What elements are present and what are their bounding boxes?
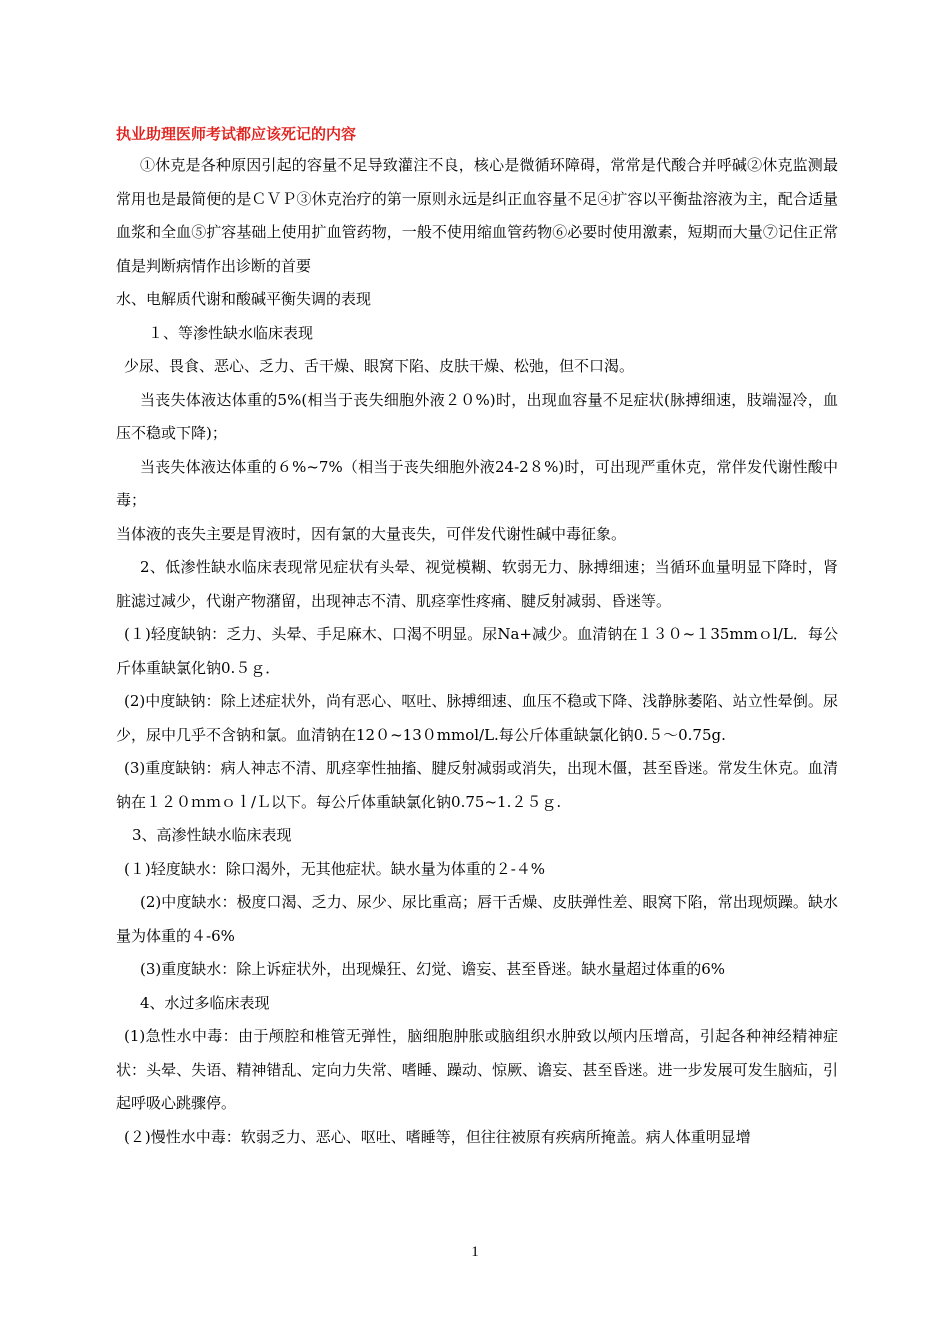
paragraph: 当体液的丧失主要是胃液时，因有氯的大量丧失，可伴发代谢性碱中毒征象。 [116,524,627,543]
paragraph-shock: ①休克是各种原因引起的容量不足导致灌注不良，核心是微循环障碍，常常是代酸合并呼碱②休克监测最常用也是最简便的是ＣＶＰ③休克治疗的第一原则永远是纠正血容量不足④扩容以平衡盐溶液为主，配合适量血浆和全血⑤扩容基础上使用扩血管药物，一般不使用缩血管药物⑥必要时使用激素，短期而大量⑦记住正常值是判断病情作出诊断的首要 [116,156,838,275]
subheading-hypotonic: 2、低渗性缺水临床表现常见症状有头晕、视觉模糊、软弱无力、脉搏细速；当循环血量明显下降时，肾脏滤过减少，代谢产物潴留，出现神志不清、肌痉挛性疼痛、腱反射减弱、昏迷等。 [116,558,838,610]
paragraph: 少尿、畏食、恶心、乏力、舌干燥、眼窝下陷、皮肤干燥、松弛，但不口渴。 [124,357,635,375]
paragraph: (１)轻度缺水：除口渴外，无其他症状。缺水量为体重的２-４% [124,859,546,878]
page-number: 1 [471,1244,479,1260]
paragraph: 当丧失体液达体重的5%(相当于丧失细胞外液２０%)时，出现血容量不足症状(脉搏细速，肢端湿冷，血压不稳或下降)； [116,390,838,442]
document-title: 执业助理医师考试都应该死记的内容 [116,125,357,143]
paragraph: (2)中度缺水：极度口渴、乏力、尿少、尿比重高；唇干舌燥、皮肤弹性差、眼窝下陷，常出现烦躁。缺水量为体重的４-6% [116,893,838,945]
paragraph: 当丧失体液达体重的６%~7%（相当于丧失细胞外液24-2８%)时，可出现严重休克，常伴发代谢性酸中毒； [116,457,838,509]
subheading-isotonic: １、等渗性缺水临床表现 [148,323,314,342]
subheading-water-excess: 4、水过多临床表现 [140,993,270,1012]
subheading-hypertonic: 3、高渗性缺水临床表现 [132,826,292,844]
paragraph: (１)轻度缺钠：乏力、头晕、手足麻木、口渴不明显。尿Na+减少。血清钠在１３０~１35mmｏl/L．每公斤体重缺氯化钠0.５ｇ． [116,625,838,677]
paragraph: (3)重度缺钠：病人神志不清、肌痉挛性抽搐、腱反射减弱或消失，出现木僵，甚至昏迷。常发生休克。血清钠在１２０ｍｍｏｌ/Ｌ以下。每公斤体重缺氯化钠0.75~1.２５ｇ. [116,759,838,811]
paragraph: (1)急性水中毒：由于颅腔和椎管无弹性，脑细胞肿胀或脑组织水肿致以颅内压增高，引起各种神经精神症状：头晕、失语、精神错乱、定向力失常、嗜睡、躁动、惊厥、谵妄、甚至昏迷。进一步发展可发生脑疝，引起呼吸心跳骤停。 [116,1027,838,1112]
section-heading: 水、电解质代谢和酸碱平衡失调的表现 [116,290,372,308]
paragraph: (3)重度缺水：除上诉症状外，出现燥狂、幻觉、谵妄、甚至昏迷。缺水量超过体重的6% [140,960,726,978]
paragraph: (２)慢性水中毒：软弱乏力、恶心、呕吐、嗜睡等，但往往被原有疾病所掩盖。病人体重明显增 [124,1127,751,1146]
paragraph: (2)中度缺钠：除上述症状外，尚有恶心、呕吐、脉搏细速、血压不稳或下降、浅静脉萎陷、站立性晕倒。尿少，尿中几乎不含钠和氯。血清钠在12０~13０mmol/L.每公斤体重缺氯化钠0.５～0.75g. [116,692,838,744]
document-body [116,119,838,1154]
